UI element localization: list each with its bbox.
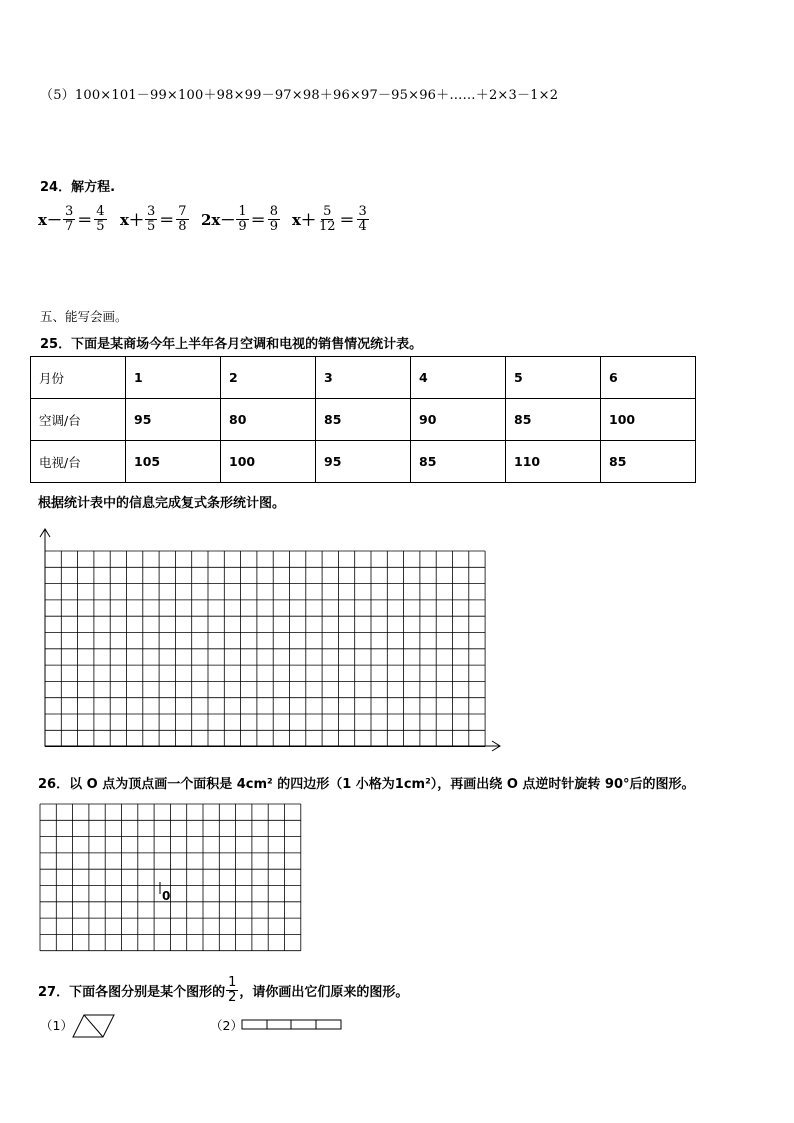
section-5-title: 五、能写会画。: [40, 309, 128, 324]
q25-instruction: 根据统计表中的信息完成复式条形统计图。: [38, 496, 286, 511]
problem-5: [40, 84, 558, 103]
q27-title-post: ，请你画出它们原来的图形。: [239, 984, 409, 1000]
eq4-equals: ＝: [339, 210, 355, 229]
q26-title: 26．以 O 点为顶点画一个面积是 4cm² 的四边形（1 小格为1cm²），再画出绕 O 点逆时针旋转 90°后的图形。: [38, 777, 695, 792]
problem-5-expression: 100×101－99×100＋98×99－97×98＋96×97－95×96＋……＋2×3－1×2: [74, 88, 559, 103]
eq2-equals: ＝: [159, 210, 175, 229]
eq1-lhs: x－: [38, 210, 62, 229]
q27-item-2-label: （2）: [210, 1018, 243, 1033]
eq2-frac-b: $\frac{7}{8}$: [178, 204, 187, 234]
table-cell: 85: [411, 441, 506, 483]
table-cell: 电视/台: [31, 441, 126, 483]
equation-4: [292, 205, 370, 233]
table-cell: 6: [601, 357, 696, 399]
q24-title: 24．解方程.: [40, 180, 116, 195]
equation-3: [201, 205, 281, 233]
half-shape-1-parallelogram[interactable]: [72, 1013, 118, 1039]
eq3-frac-a: $\frac{1}{9}$: [238, 204, 247, 234]
q25-title: 25．下面是某商场今年上半年各月空调和电视的销售情况统计表。: [40, 337, 423, 352]
table-cell: 105: [126, 441, 221, 483]
eq3-frac-b: $\frac{8}{9}$: [269, 204, 278, 234]
table-cell: 2: [221, 357, 316, 399]
eq1-frac-b: $\frac{4}{5}$: [96, 204, 105, 234]
table-cell: 3: [316, 357, 411, 399]
q27-title: [38, 976, 408, 1004]
eq4-lhs: x＋: [292, 210, 316, 229]
eq2-frac-a: $\frac{3}{5}$: [146, 204, 156, 234]
q27-fraction: $\frac{1}{2}$: [228, 975, 237, 1005]
problem-5-label: （5）: [40, 88, 75, 103]
q27-item-1-label: （1）: [40, 1018, 73, 1033]
eq1-equals: ＝: [77, 210, 93, 229]
table-cell: 110: [506, 441, 601, 483]
table-cell: 4: [411, 357, 506, 399]
equation-1: [38, 205, 108, 233]
table-cell: 95: [126, 399, 221, 441]
eq1-frac-a: $\frac{3}{7}$: [64, 204, 74, 234]
table-cell: 1: [126, 357, 221, 399]
table-row: [31, 399, 696, 441]
bar-chart-grid[interactable]: [30, 522, 510, 758]
rotation-grid[interactable]: [38, 802, 302, 958]
eq3-lhs: 2x－: [201, 210, 236, 229]
table-cell: 85: [506, 399, 601, 441]
table-cell: 80: [221, 399, 316, 441]
table-row: [31, 441, 696, 483]
eq4-frac-a: $\frac{5}{12}$: [318, 204, 336, 234]
table-cell: 空调/台: [31, 399, 126, 441]
table-cell: 85: [601, 441, 696, 483]
table-cell: 月份: [31, 357, 126, 399]
table-cell: 5: [506, 357, 601, 399]
eq3-equals: ＝: [250, 210, 266, 229]
half-shape-2-strip[interactable]: [240, 1018, 344, 1032]
eq2-lhs: x＋: [120, 210, 144, 229]
table-cell: 95: [316, 441, 411, 483]
eq4-frac-b: $\frac{3}{4}$: [358, 204, 367, 234]
equation-2: [120, 205, 190, 233]
table-cell: 85: [316, 399, 411, 441]
q27-title-pre: 27．下面各图分别是某个图形的: [38, 984, 226, 1000]
table-cell: 90: [411, 399, 506, 441]
point-o-label: 0: [162, 889, 171, 903]
sales-table: [30, 356, 696, 483]
table-header-row: [31, 357, 696, 399]
table-cell: 100: [221, 441, 316, 483]
table-cell: 100: [601, 399, 696, 441]
